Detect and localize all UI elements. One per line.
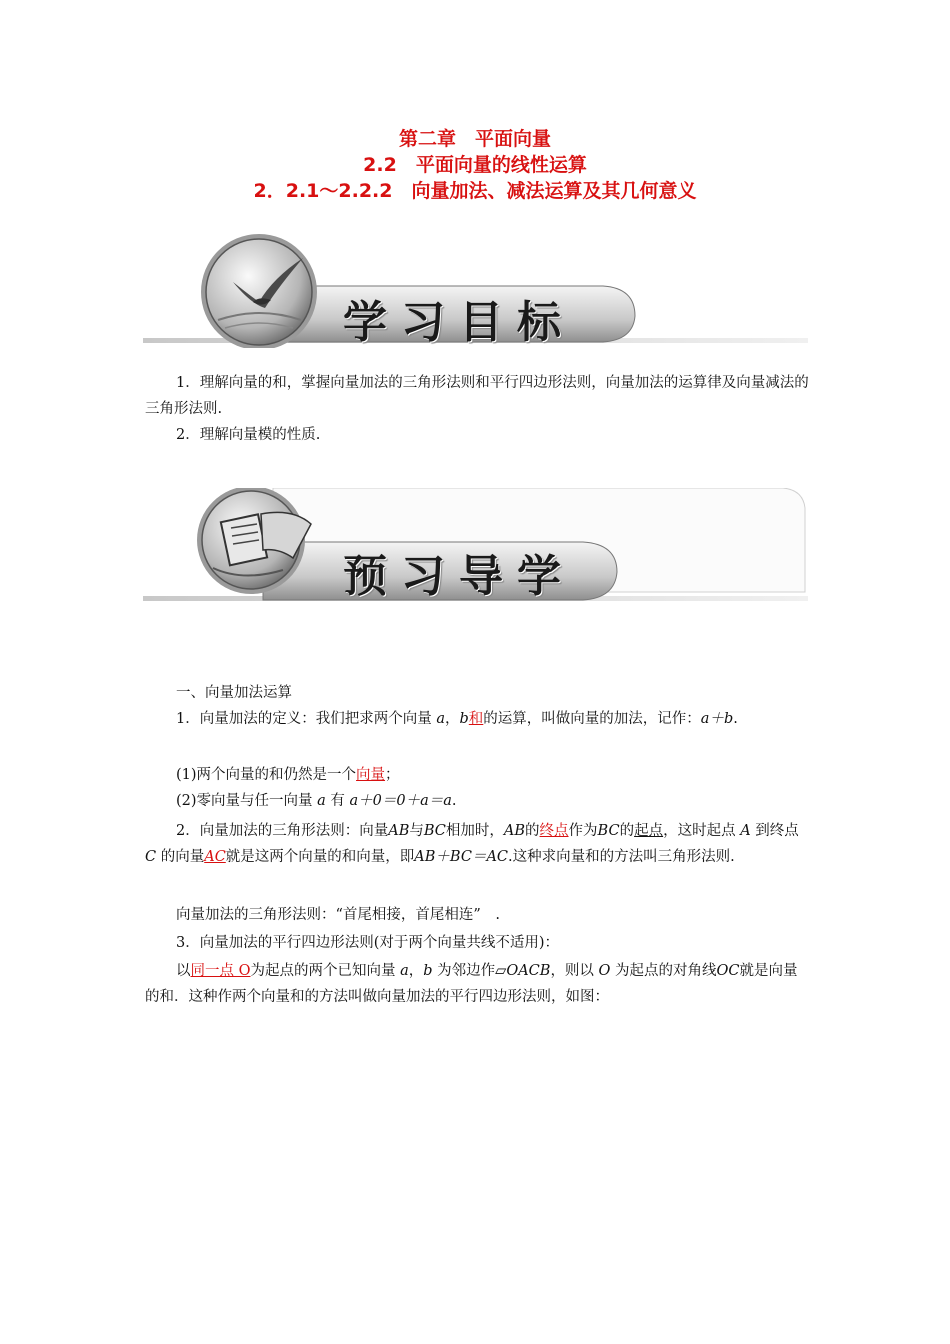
- section-title: 2.2 平面向量的线性运算: [363, 154, 587, 176]
- preview-banner: [143, 488, 808, 608]
- triangle-rule: 2．向量加法的三角形法则：向量AB与BC相加时，AB的终点作为BC的起点，这时起点 A 到终点 C 的向量AC就是这两个向量的和向量，即AB＋BC＝AC.这种求向量和的方法叫三角形法则.: [145, 823, 799, 865]
- parallelogram-rule: 以同一点 O为起点的两个已知向量 a，b 为邻边作▱OACB，则以 O 为起点的对角线OC就是向量的和．这种作两个向量和的方法叫做向量加法的平行四边形法则，如图：: [145, 963, 798, 1005]
- goals-banner-text: 学习目标: [343, 297, 575, 348]
- triangle-rule-summary: 向量加法的三角形法则：“首尾相接，首尾相连” .: [176, 907, 500, 923]
- zero-vector-rule: (2)零向量与任一向量 a 有 a＋0＝0＋a＝a.: [176, 793, 457, 809]
- goal-item-1: 1．理解向量的和，掌握向量加法的三角形法则和平行四边形法则，向量加法的运算律及向量减法的三角形法则.: [145, 375, 809, 417]
- chapter-title: 第二章 平面向量: [398, 128, 551, 150]
- subsection-title: 2．2.1～2.2.2 向量加法、减法运算及其几何意义: [253, 180, 697, 202]
- preview-banner-text: 预习导学: [343, 551, 575, 602]
- addition-definition: 1．向量加法的定义：我们把求两个向量 a，b和的运算，叫做向量的加法，记作：a＋b.: [176, 711, 738, 727]
- goals-banner: [143, 228, 808, 348]
- sum-is-vector: (1)两个向量的和仍然是一个向量；: [176, 767, 400, 783]
- parallelogram-rule-heading: 3．向量加法的平行四边形法则(对于两个向量共线不适用)：: [176, 935, 560, 951]
- goal-item-2: 2．理解向量模的性质.: [176, 427, 321, 443]
- section-heading: 一、向量加法运算: [176, 685, 292, 701]
